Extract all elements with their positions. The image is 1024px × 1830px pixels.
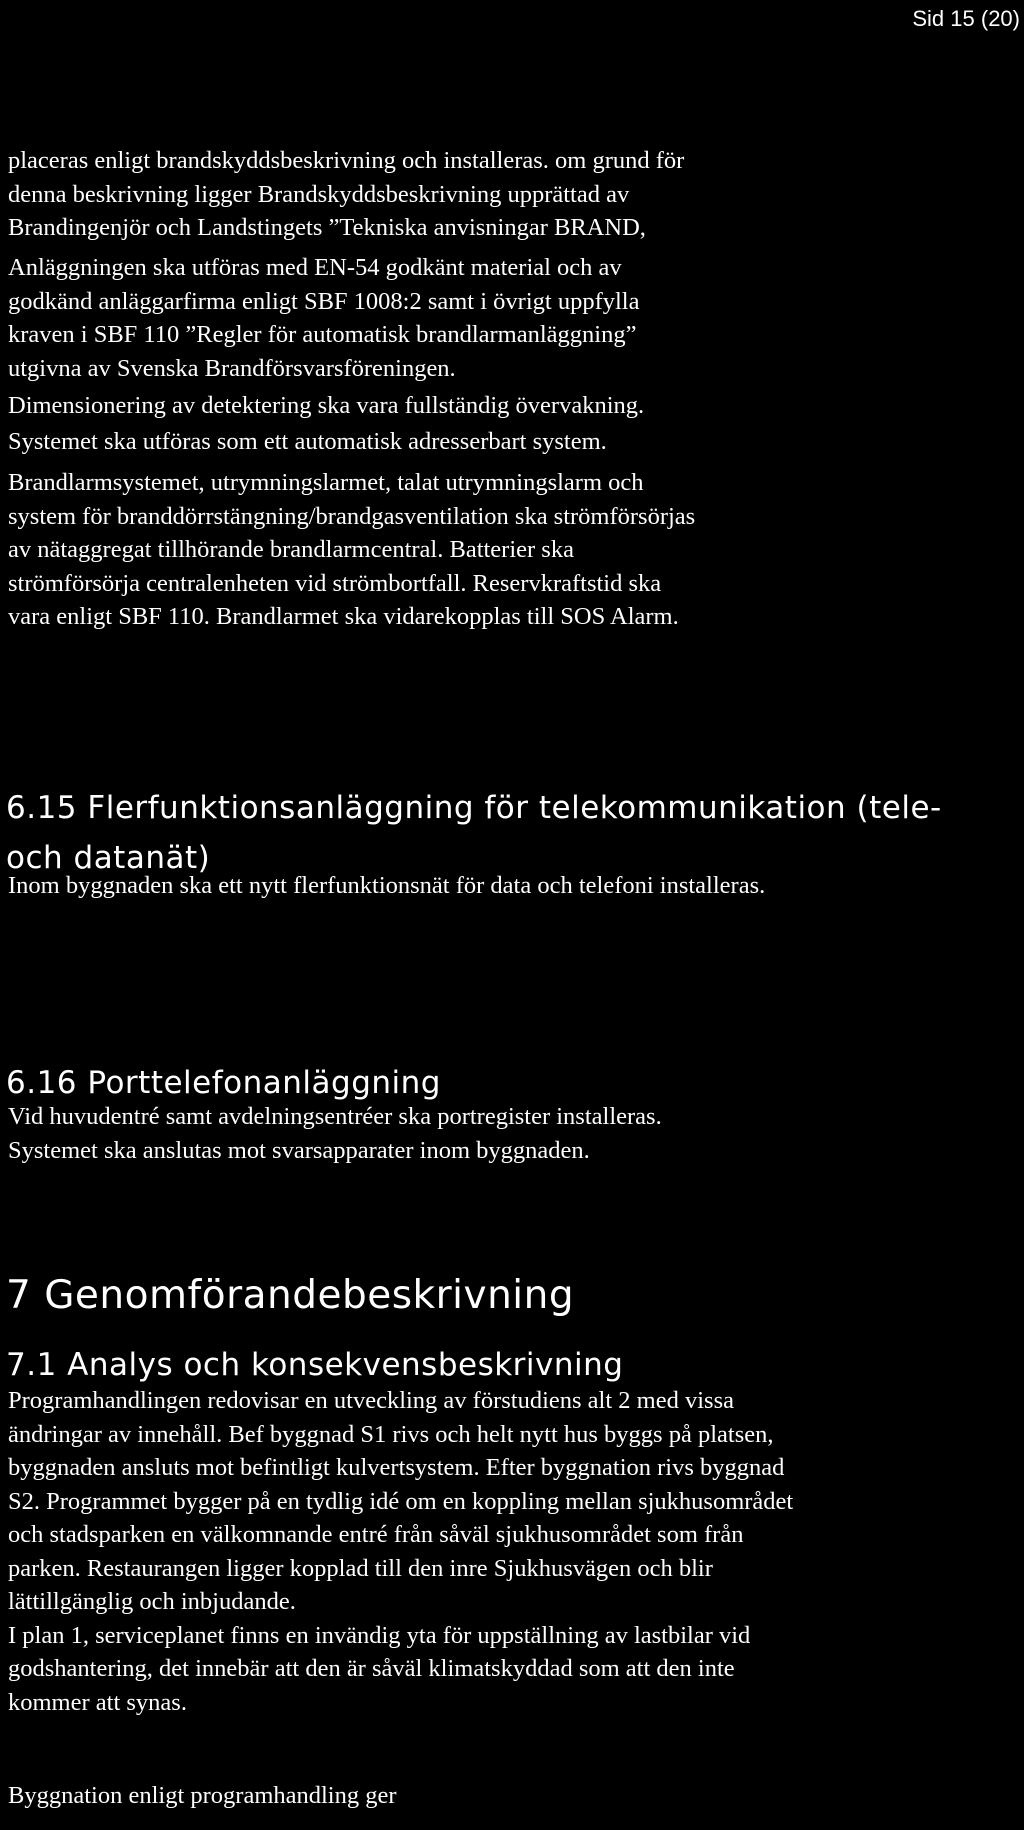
heading-7-1 (6, 1340, 623, 1390)
text-line: parken. Restaurangen ligger kopplad till den inre Sjukhusvägen och blir (8, 1554, 713, 1582)
text-line: godkänd anläggarfirma enligt SBF 1008:2 samt i övrigt uppfylla (8, 287, 640, 315)
heading-line: 6.15 Flerfunktionsanläggning för telekommunikation (tele- (6, 790, 942, 826)
text-line: Systemet ska anslutas mot svarsapparater inom byggnaden. (8, 1136, 590, 1164)
paragraph-door-phone (8, 1100, 1018, 1167)
paragraph-fire-safety-basis (8, 144, 1018, 245)
page-number: Sid 15 (20) (912, 6, 1020, 31)
text-line: Anläggningen ska utföras med EN-54 godkänt material och av (8, 254, 622, 281)
heading-line: 7.1 Analys och konsekvensbeskrivning (6, 1347, 624, 1383)
text-line: placeras enligt brandskyddsbeskrivning och installeras. om grund för (8, 147, 685, 174)
text-line: ändringar av innehåll. Bef byggnad S1 rivs och helt nytt hus byggs på platsen, (8, 1420, 774, 1448)
text-line: kommer att synas. (8, 1688, 187, 1716)
heading-line: 6.16 Porttelefonanläggning (6, 1065, 441, 1101)
paragraph-installation-requirements (8, 251, 1018, 385)
text-line: Byggnation enligt programhandling ger (8, 1782, 397, 1809)
text-line: lättillgänglig och inbjudande. (8, 1588, 296, 1615)
text-line: Systemet ska utföras som ett automatisk adresserbart system. (8, 428, 607, 455)
heading-6-15 (6, 783, 942, 883)
paragraph-power-supply (8, 466, 1018, 634)
text-line: Brandingenjör och Landstingets ”Tekniska anvisningar BRAND, (8, 214, 646, 241)
text-line: system för branddörrstängning/brandgasventilation ska strömförsörjas (8, 502, 696, 530)
text-line: av nätaggregat tillhörande brandlarmcentral. Batterier ska (8, 536, 574, 563)
text-line: strömförsörja centralenheten vid strömbortfall. Reservkraftstid ska (8, 569, 662, 597)
text-line: Dimensionering av detektering ska vara fullständig övervakning. (8, 392, 645, 419)
paragraph-system-type (8, 425, 1018, 459)
paragraph-construction-result (8, 1779, 1018, 1813)
text-line: och stadsparken en välkomnande entré från såväl sjukhusområdet som från (8, 1521, 744, 1548)
text-line: Vid huvudentré samt avdelningsentréer ska portregister installeras. (8, 1103, 662, 1130)
paragraph-detection-dimensioning (8, 389, 1018, 423)
heading-chapter-7 (6, 1271, 574, 1321)
text-line: byggnaden ansluts mot befintligt kulvertsystem. Efter byggnation rivs byggnad (8, 1454, 785, 1481)
text-line: utgivna av Svenska Brandförsvarsföreningen. (8, 354, 456, 382)
text-line: denna beskrivning ligger Brandskyddsbeskrivning upprättad av (8, 180, 630, 208)
text-line: Programhandlingen redovisar en utveckling av förstudiens alt 2 med vissa (8, 1387, 734, 1414)
text-line: kraven i SBF 110 ”Regler för automatisk brandlarmanläggning” (8, 321, 637, 348)
text-line: Inom byggnaden ska ett nytt flerfunktionsnät för data och telefoni installeras. (8, 872, 766, 899)
text-line: S2. Programmet bygger på en tydlig idé om en koppling mellan sjukhusområdet (8, 1487, 794, 1515)
text-line: I plan 1, serviceplanet finns en invändig yta för uppställning av lastbilar vid (8, 1621, 751, 1649)
paragraph-network (8, 869, 1018, 903)
heading-line: 7 Genomförandebeskrivning (6, 1273, 575, 1318)
text-line: godshantering, det innebär att den är såväl klimatskyddad som att den inte (8, 1655, 735, 1682)
text-line: vara enligt SBF 110. Brandlarmet ska vidarekopplas till SOS Alarm. (8, 603, 679, 630)
paragraph-program-analysis (8, 1384, 1018, 1719)
heading-line: och datanät) (6, 840, 211, 876)
text-line: Brandlarmsystemet, utrymningslarmet, talat utrymningslarm och (8, 469, 644, 496)
